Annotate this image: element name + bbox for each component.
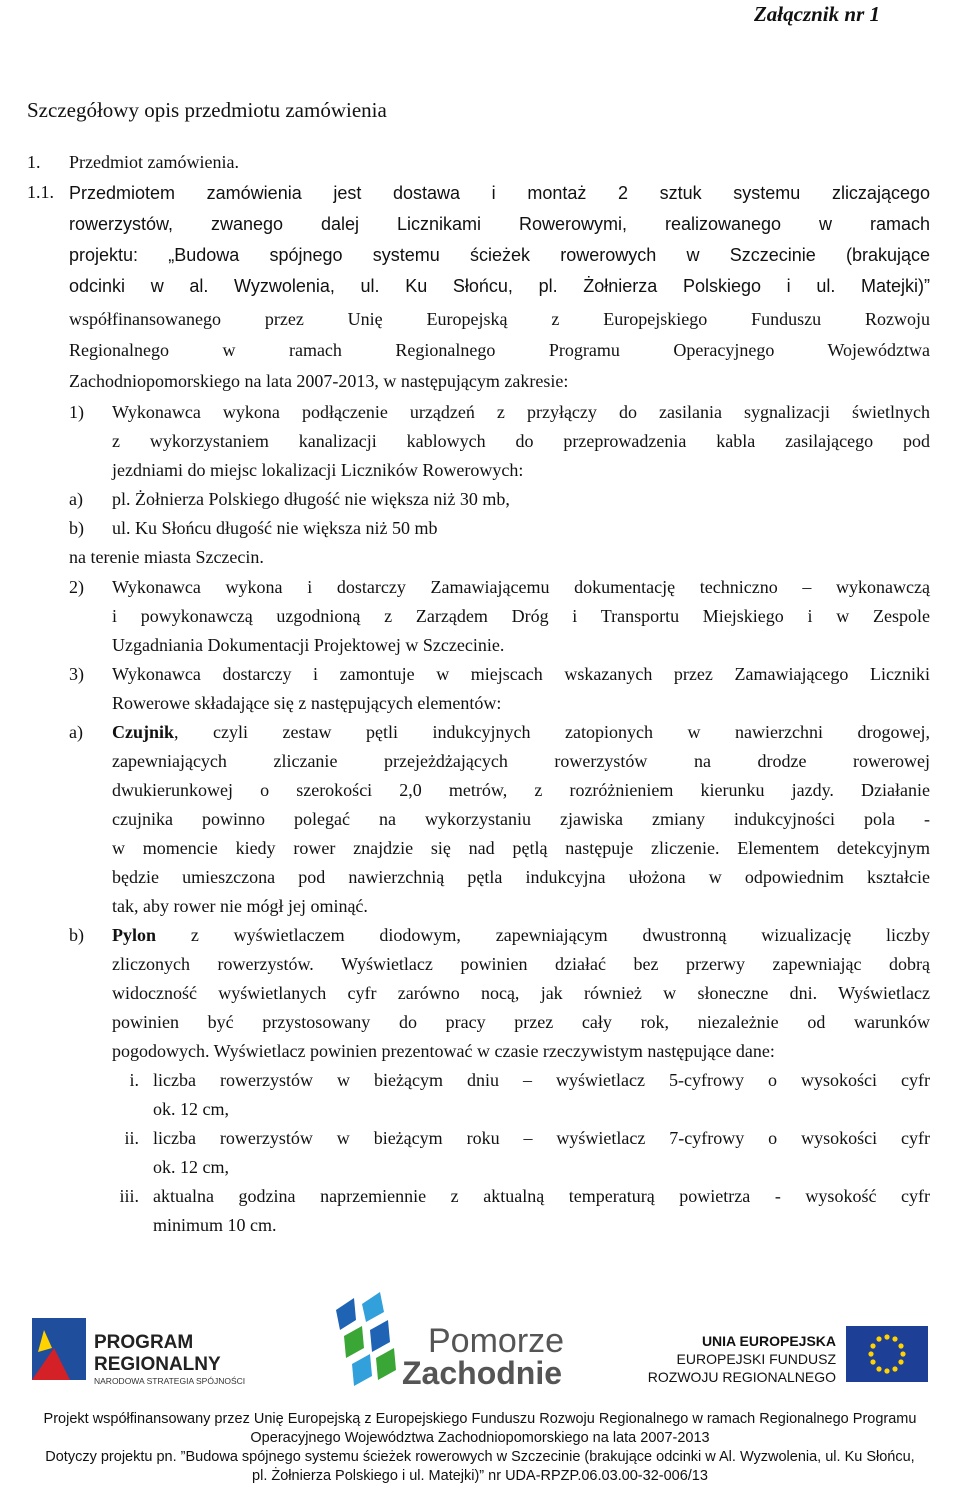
- list-item-2: [69, 573, 930, 660]
- subitem-text: ul. Ku Słońcu długość nie większa niż 50 mb: [112, 518, 438, 538]
- attachment-label: Załącznik nr 1: [753, 2, 880, 26]
- item-line: Wykonawca dostarczy i zamontuje w miejscach wskazanych przez Zamawiającego Liczniki: [112, 664, 930, 684]
- sensor-line: dwukierunkowej o szerokości 2,0 metrów, z rozróżnieniem kierunku jazdy. Działanie: [112, 780, 930, 800]
- section-heading: [27, 148, 239, 177]
- intro-line: Regionalnego w ramach Regionalnego Programu Operacyjnego Województwa: [69, 340, 930, 360]
- pylon-term: Pylon: [112, 925, 157, 945]
- item-label: 3): [69, 664, 84, 684]
- pylon-line: z wyświetlaczem diodowym, zapewniającym dwustronną wizualizację liczby: [156, 925, 930, 945]
- sensor-line: będzie umieszczona pod nawierzchnią pętla indukcyjna ułożona w odpowiednim kształcie: [112, 867, 930, 887]
- pylon-line: powinien być przystosowany do pracy przez cały rok, niezależnie od warunków: [112, 1012, 930, 1032]
- footer-line: Projekt współfinansowany przez Unię Europejską z Europejskiego Funduszu Rozwoju Regionalnego w ramach Regionalnego Programu: [43, 1411, 917, 1427]
- footer-line: Operacyjnego Województwa Zachodniopomorskiego na lata 2007-2013: [250, 1430, 710, 1446]
- intro-line: rowerzystów, zwanego dalej Licznikami Rowerowymi, realizowanego w ramach: [69, 214, 930, 234]
- intro-paragraph-continued: [69, 304, 930, 397]
- sensor-line: w momencie kiedy rower znajdzie się nad pętlą następuje zliczenie. Elementem detekcyjnym: [112, 838, 930, 858]
- intro-paragraph: [69, 178, 930, 302]
- roman-line: minimum 10 cm.: [153, 1215, 277, 1235]
- sensor-term: Czujnik: [112, 722, 175, 742]
- pomorze-shape-6: [376, 1348, 396, 1380]
- funding-logos: [24, 1290, 934, 1408]
- footer-line: Dotyczy projektu pn. ”Budowa spójnego systemu ścieżek rowerowych w Szczecinie (brakujące odcinki w Al. Wyzwolenia, ul. Ku Słońcu,: [45, 1449, 915, 1465]
- item-tail: na terenie miasta Szczecin.: [69, 547, 264, 567]
- list-item-1: [69, 398, 930, 572]
- roman-label: ii.: [124, 1128, 139, 1148]
- intro-line: Przedmiotem zamówienia jest dostawa i montaż 2 sztuk systemu zliczającego: [69, 183, 930, 203]
- program-line-1: PROGRAM: [94, 1332, 194, 1353]
- subitem-label: b): [69, 518, 84, 538]
- program-line-2: REGIONALNY: [94, 1354, 221, 1375]
- list-item-3: [69, 660, 930, 718]
- pomorze-shape-4: [370, 1320, 390, 1352]
- pomorze-word: Pomorze: [428, 1322, 565, 1360]
- intro-line: współfinansowanego przez Unię Europejską z Europejskiego Funduszu Rozwoju: [69, 309, 930, 329]
- subitem-label: b): [69, 925, 84, 945]
- pomorze-zachodnie-logo: [336, 1292, 564, 1391]
- item-label: 1): [69, 402, 84, 422]
- intro-line: Zachodniopomorskiego na lata 2007-2013, w następującym zakresie:: [69, 371, 569, 391]
- eu-line-3: ROZWOJU REGIONALNEGO: [647, 1369, 836, 1385]
- sensor-line: tak, aby rower nie mógł jej ominąć.: [112, 896, 368, 916]
- section-title: Przedmiot zamówienia.: [69, 152, 239, 172]
- eu-line-1: UNIA EUROPEJSKA: [701, 1333, 836, 1349]
- program-line-3: NARODOWA STRATEGIA SPÓJNOŚCI: [94, 1376, 246, 1386]
- roman-label: i.: [129, 1070, 139, 1090]
- item-line: jezdniami do miejsc lokalizacji Liczników Rowerowych:: [112, 460, 524, 480]
- pylon-line: widoczność wyświetlanych cyfr zarówno nocą, jak również w słoneczne dni. Wyświetlacz: [112, 983, 930, 1003]
- eu-line-2: EUROPEJSKI FUNDUSZ: [676, 1351, 836, 1367]
- intro-line: odcinki w al. Wyzwolenia, ul. Ku Słońcu, pl. Żołnierza Polskiego i ul. Matejki)”: [69, 276, 930, 296]
- pomorze-shape-2: [362, 1292, 384, 1322]
- item-line: z wykorzystaniem kanalizacji kablowych do przeprowadzenia kabla zasilającego pod: [112, 431, 930, 451]
- sensor-line: , czyli zestaw pętli indukcyjnych zatopionych w nawierzchni drogowej,: [174, 722, 930, 742]
- sensor-line: zapewniających zliczanie przejeżdżających rowerzystów na drodze rowerowej: [112, 751, 930, 771]
- pomorze-shape-1: [336, 1298, 356, 1330]
- component-pylon: [69, 921, 930, 1240]
- footer-line: pl. Żołnierza Polskiego i ul. Matejki)” nr UDA-RPZP.06.03.00-32-006/13: [252, 1468, 708, 1484]
- pylon-line: zliczonych rowerzystów. Wyświetlacz powinien działać bez przerwy zapewniając dobrą: [112, 954, 930, 974]
- sensor-line: czujnika powinno polegać na wykorzystaniu zjawiska zmiany indukcyjności pola -: [112, 809, 930, 829]
- roman-line: ok. 12 cm,: [153, 1157, 229, 1177]
- item-line: i powykonawczą uzgodnioną z Zarządem Dróg i Transportu Miejskiego i w Zespole: [112, 606, 930, 626]
- subitem-label: a): [69, 489, 83, 509]
- item-line: Wykonawca wykona podłączenie urządzeń z przyłączy do zasilania sygnalizacji świetlnych: [112, 402, 930, 422]
- paragraph-number: 1.1.: [27, 182, 54, 202]
- section-number: 1.: [27, 152, 41, 172]
- item-line: Uzgadniania Dokumentacji Projektowej w Szczecinie.: [112, 635, 505, 655]
- roman-label: iii.: [119, 1186, 139, 1206]
- intro-line: projektu: „Budowa spójnego systemu ścieżek rowerowych w Szczecinie (brakujące: [69, 245, 930, 265]
- pylon-line: pogodowych. Wyświetlacz powinien prezentować w czasie rzeczywistym następujące dane:: [112, 1041, 775, 1061]
- item-line: Rowerowe składające się z następujących elementów:: [112, 693, 502, 713]
- roman-line: ok. 12 cm,: [153, 1099, 229, 1119]
- subitem-text: pl. Żołnierza Polskiego długość nie większa niż 30 mb,: [112, 489, 510, 509]
- item-label: 2): [69, 577, 84, 597]
- program-regionalny-logo: [32, 1318, 245, 1386]
- subitem-label: a): [69, 722, 83, 742]
- roman-line: aktualna godzina naprzemiennie z aktualną temperaturą powietrza - wysokość cyfr: [153, 1186, 930, 1206]
- eu-logo: [648, 1326, 928, 1385]
- document-title: Szczegółowy opis przedmiotu zamówienia: [27, 98, 387, 122]
- pomorze-shape-3: [344, 1326, 364, 1358]
- roman-line: liczba rowerzystów w bieżącym roku – wyświetlacz 7-cyfrowy o wysokości cyfr: [153, 1128, 930, 1148]
- item-line: Wykonawca wykona i dostarczy Zamawiającemu dokumentację techniczno – wykonawczą: [112, 577, 930, 597]
- component-sensor: [69, 718, 930, 921]
- zachodnie-word: Zachodnie: [402, 1355, 563, 1391]
- roman-line: liczba rowerzystów w bieżącym dniu – wyświetlacz 5-cyfrowy o wysokości cyfr: [153, 1070, 930, 1090]
- pomorze-shape-5: [352, 1354, 372, 1386]
- page-footer: [0, 1410, 960, 1486]
